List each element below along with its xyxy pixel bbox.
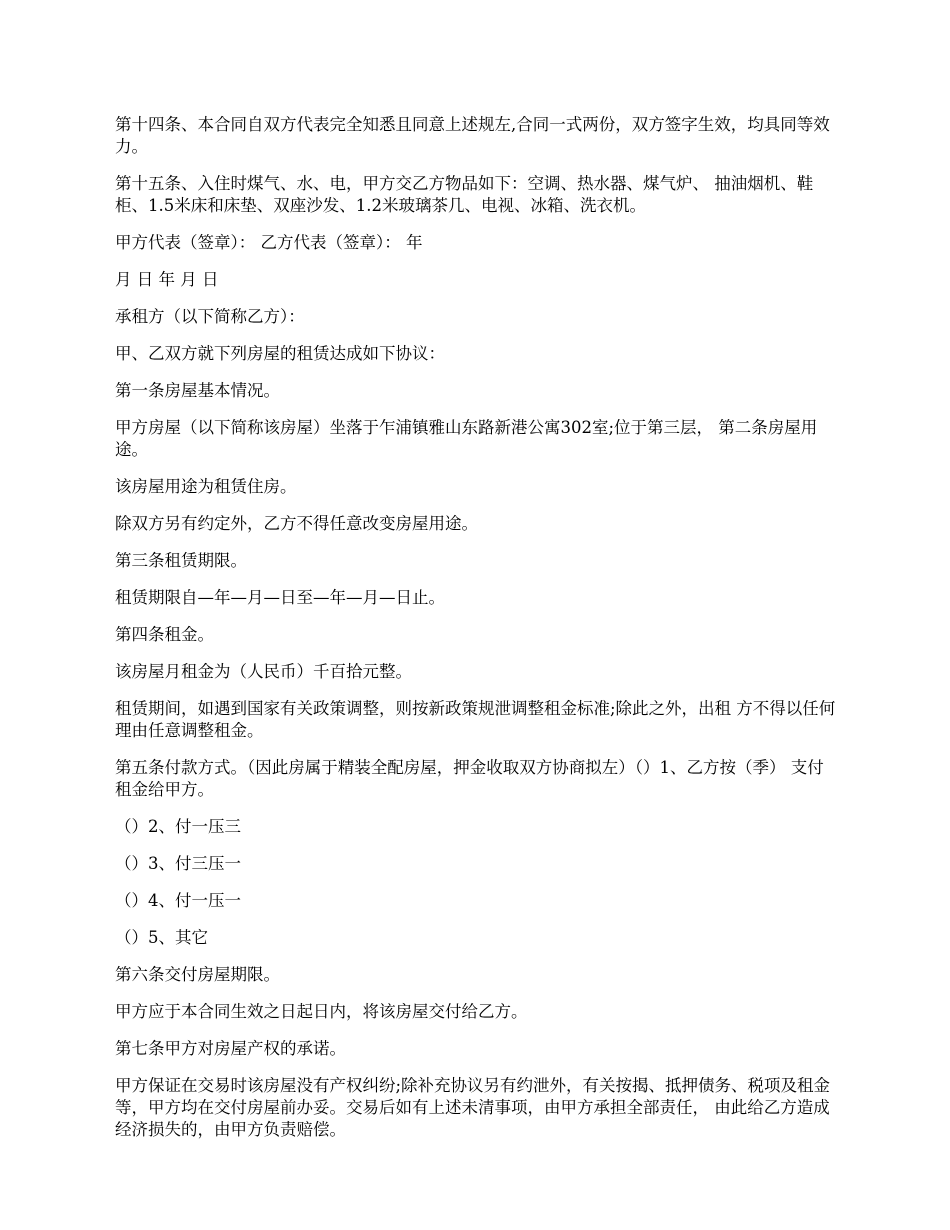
paragraph-payment-option-2: （）2、付一压三: [115, 817, 241, 836]
paragraph-article-1-heading: 第一条房屋基本情况。: [115, 381, 280, 400]
paragraph-title-guarantee: 甲方保证在交易时该房屋没有产权纠纷;除补充协议另有约泄外，有关按揭、抵押债务、税项及租金等，甲方均在交付房屋前办妥。交易后如有上述未清事项，由甲方承担全部责任， 由此给乙方造成经济损失的，由甲方负责赔偿。: [115, 1076, 831, 1139]
paragraph-payment-option-3: （）3、付三压一: [115, 854, 241, 873]
paragraph-agreement-intro: 甲、乙双方就下列房屋的租赁达成如下协议：: [115, 344, 445, 363]
paragraph-lessee: 承租方（以下简称乙方）：: [115, 307, 305, 326]
paragraph-article-5-payment: 第五条付款方式。（因此房属于精装全配房屋，押金收取双方协商拟左）（）1、乙方按（季） 支付租金给甲方。: [115, 758, 824, 799]
paragraph-signature-line: 甲方代表（签章）： 乙方代表（签章）： 年: [115, 233, 423, 252]
paragraph-delivery-deadline: 甲方应于本合同生效之日起日内，将该房屋交付给乙方。: [115, 1002, 528, 1021]
paragraph-article-14: 第十四条、本合同自双方代表完全知悉且同意上述规左,合同一式两份，双方签字生效，均具同等效力。: [115, 115, 830, 156]
paragraph-house-location: 甲方房屋（以下简称该房屋）坐落于乍浦镇雅山东路新港公寓302室;位于第三层， 第二条房屋用途。: [115, 418, 818, 459]
paragraph-date-line: 月 日 年 月 日: [115, 270, 219, 289]
paragraph-payment-option-5: （）5、其它: [115, 928, 208, 947]
paragraph-article-15: 第十五条、入住时煤气、水、电，甲方交乙方物品如下：空调、热水器、煤气炉、 抽油烟机、鞋柜、1.5米床和床垫、双座沙发、1.2米玻璃茶几、电视、冰箱、洗衣机。: [115, 174, 814, 215]
paragraph-article-3-heading: 第三条租赁期限。: [115, 551, 247, 570]
paragraph-lease-period: 租赁期限自—年—月—日至—年—月—日止。: [115, 588, 445, 607]
document-body: [115, 114, 837, 1156]
paragraph-article-4-heading: 第四条租金。: [115, 625, 214, 644]
paragraph-use-restriction: 除双方另有约定外，乙方不得任意改变房屋用途。: [115, 514, 478, 533]
paragraph-article-6-heading: 第六条交付房屋期限。: [115, 965, 280, 984]
paragraph-monthly-rent: 该房屋月租金为（人民币）千百拾元整。: [115, 662, 412, 681]
paragraph-payment-option-4: （）4、付一压一: [115, 891, 241, 910]
paragraph-rent-adjustment: 租赁期间，如遇到国家有关政策调整，则按新政策规泄调整租金标准;除此之外，出租 方不得以任何理由任意调整租金。: [115, 699, 836, 740]
paragraph-article-7-heading: 第七条甲方对房屋产权的承诺。: [115, 1039, 346, 1058]
paragraph-house-use: 该房屋用途为租赁住房。: [115, 477, 297, 496]
